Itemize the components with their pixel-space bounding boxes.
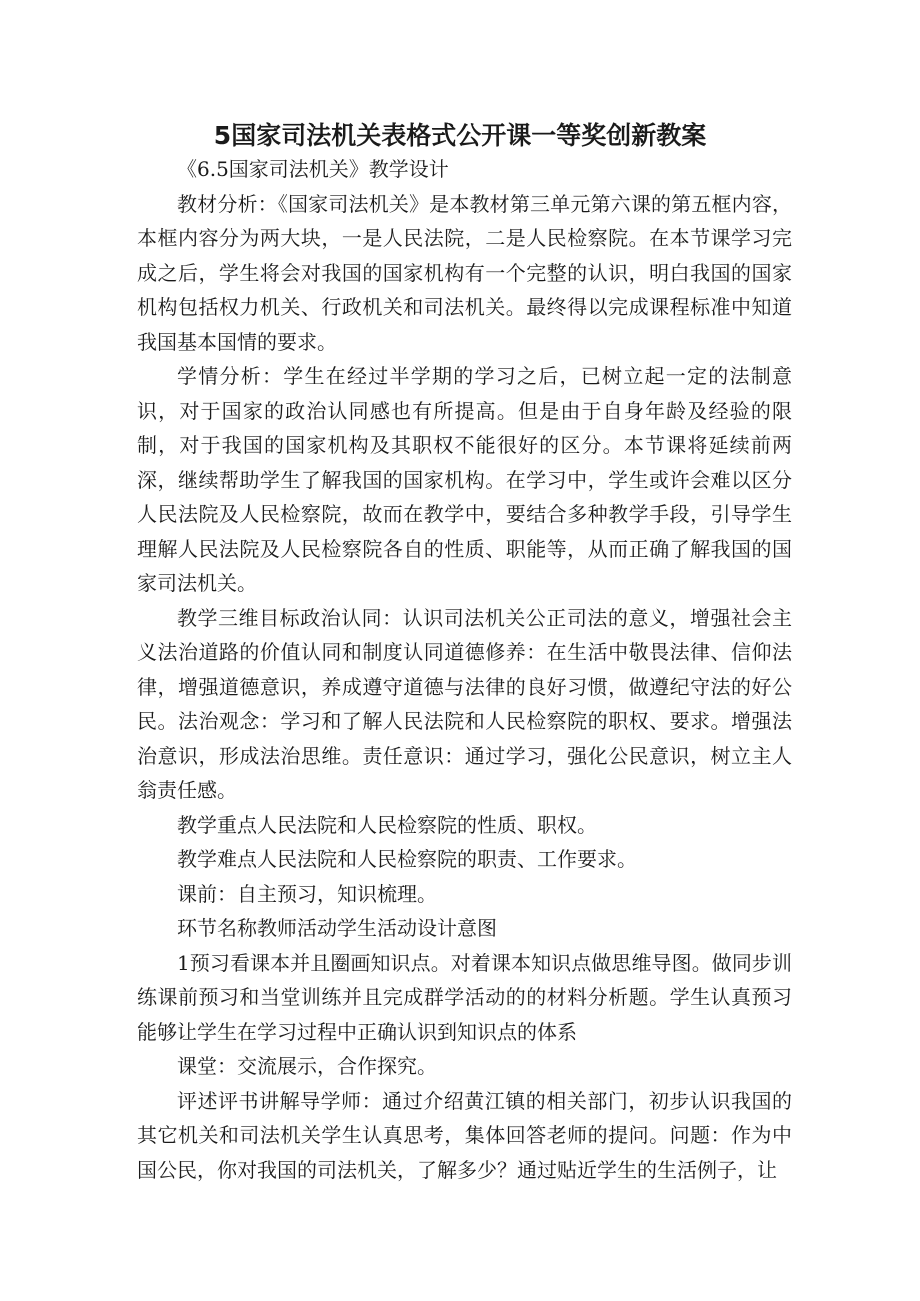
document-title: 5国家司法机关表格式公开课一等奖创新教案	[213, 121, 707, 150]
paragraph-table-header: 环节名称教师活动学生活动设计意图	[177, 916, 497, 940]
paragraph-explanation: 评述评书讲解导学师：通过介绍黄江镇的相关部门，初步认识我国的其它机关和司法机关学生认真思考，集体回答老师的提问。问题：作为中国公民，你对我国的司法机关，了解多少？通过贴近学生的生活例子，让	[137, 1088, 792, 1182]
paragraph-pre-class: 课前：自主预习，知识梳理。	[177, 881, 437, 906]
paragraph-teaching-objectives: 教学三维目标政治认同：认识司法机关公正司法的意义，增强社会主义法治道路的价值认同和制度认同道德修养：在生活中敬畏法律、信仰法律，增强道德意识，养成遵守道德与法律的良好习惯，做遵纪守法的好公民。法治观念：学习和了解人民法院和人民检察院的职权、要求。增强法治意识，形成法治思维。责任意识：通过学习，强化公民意识，树立主人翁责任感。	[137, 605, 792, 802]
paragraph-difficult-points: 教学难点人民法院和人民检察院的职责、工作要求。	[177, 847, 637, 871]
document-body	[137, 152, 792, 1187]
paragraph-student-analysis: 学情分析：学生在经过半学期的学习之后，已树立起一定的法制意识，对于国家的政治认同感也有所提高。但是由于自身年龄及经验的限制，对于我国的国家机构及其职权不能很好的区分。本节课将延续前两深，继续帮助学生了解我国的国家机构。在学习中，学生或许会难以区分人民法院及人民检察院，故而在教学中，要结合多种教学手段，引导学生理解人民法院及人民检察院各自的性质、职能等，从而正确了解我国的国家司法机关。	[137, 364, 792, 595]
paragraph-in-class: 课堂：交流展示，合作探究。	[177, 1054, 437, 1078]
paragraph-subtitle: 《6.5国家司法机关》教学设计	[177, 157, 449, 181]
paragraph-textbook-analysis: 教材分析：《国家司法机关》是本教材第三单元第六课的第五框内容，本框内容分为两大块，一是人民法院，二是人民检察院。在本节课学习完成之后，学生将会对我国的国家机构有一个完整的认识，明白我国的国家机构包括权力机关、行政机关和司法机关。最终得以完成课程标准中知道我国基本国情的要求。	[137, 191, 792, 354]
paragraph-key-points: 教学重点人民法院和人民检察院的性质、职权。	[177, 812, 597, 837]
paragraph-preview: 1预习看课本并且圈画知识点。对着课本知识点做思维导图。做同步训练课前预习和当堂训练并且完成群学活动的的材料分析题。学生认真预习能够让学生在学习过程中正确认识到知识点的体系	[137, 950, 792, 1044]
